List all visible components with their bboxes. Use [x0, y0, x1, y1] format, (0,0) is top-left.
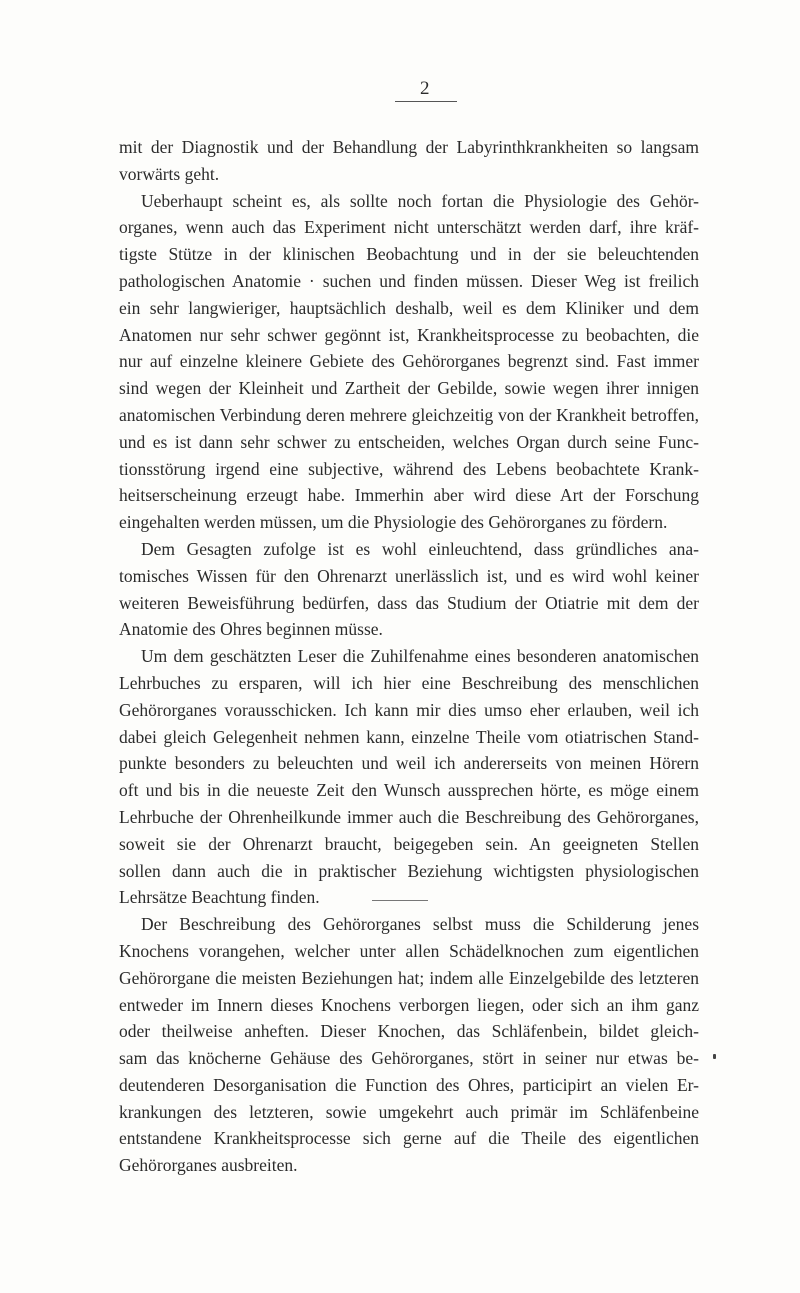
text-line: tigste Stütze in der klinischen Beobachtung und in der sie beleuchtenden [119, 244, 699, 265]
text-line: anatomischen Verbindung deren mehrere gleichzeitig von der Krankheit betroffen, [119, 404, 699, 425]
text-line: deutenderen Desorganisation die Function des Ohres, participirt an vielen Er- [119, 1074, 699, 1095]
text-line: Lehrbuches zu ersparen, will ich hier eine Beschreibung des menschlichen [119, 672, 699, 693]
text-line: entweder im Innern dieses Knochens verborgen liegen, oder sich an ihm ganz [119, 994, 699, 1015]
text-line: krankungen des letzteren, sowie umgekehrt auch primär im Schläfenbeine [119, 1101, 699, 1122]
text-line: oft und bis in die neueste Zeit den Wunsch aussprechen hörte, es möge einem [119, 780, 699, 801]
text-line: soweit sie der Ohrenarzt braucht, beigegeben sein. An geeigneten Stellen [119, 833, 699, 854]
text-line: tionsstörung irgend eine subjective, während des Lebens beobachtete Krank- [119, 458, 699, 479]
text-line: Gehörorgane die meisten Beziehungen hat; indem alle Einzelgebilde des letzteren [119, 967, 699, 988]
text-line: heitserscheinung erzeugt habe. Immerhin aber wird diese Art der Forschung [119, 485, 699, 506]
text-line: Anatomen nur sehr schwer gegönnt ist, Krankheitsprocesse zu beobachten, die [119, 324, 699, 345]
text-line: dabei gleich Gelegenheit nehmen kann, einzelne Theile vom otiatrischen Stand- [119, 726, 699, 747]
text-line: Gehörorganes vorausschicken. Ich kann mir dies umso eher erlauben, weil ich [119, 699, 699, 720]
print-speck [713, 1054, 716, 1059]
text-line: oder theilweise anheften. Dieser Knochen, das Schläfenbein, bildet gleich- [119, 1021, 699, 1042]
end-rule [372, 900, 428, 901]
text-line: sind wegen der Kleinheit und Zartheit der Gebilde, sowie wegen ihrer innigen [119, 378, 699, 399]
text-line: Um dem geschätzten Leser die Zuhilfenahme eines besonderen anatomischen [141, 646, 699, 667]
text-line: nur auf einzelne kleinere Gebiete des Gehörorganes begrenzt sind. Fast immer [119, 351, 699, 372]
text-line: ein sehr langwieriger, hauptsächlich deshalb, weil es dem Kliniker und dem [119, 297, 699, 318]
page-number-rule [395, 101, 457, 102]
text-line: Anatomie des Ohres beginnen müsse. [119, 619, 383, 640]
text-line: tomisches Wissen für den Ohrenarzt unerlässlich ist, und es wird wohl keiner [119, 565, 699, 586]
text-line: Dem Gesagten zufolge ist es wohl einleuchtend, dass gründliches ana- [141, 538, 699, 559]
text-line: sam das knöcherne Gehäuse des Gehörorganes, stört in seiner nur etwas be- [119, 1048, 699, 1069]
text-line: weiteren Beweisführung bedürfen, dass das Studium der Otiatrie mit dem der [119, 592, 699, 613]
text-line: Lehrsätze Beachtung finden. [119, 887, 320, 908]
text-line: organes, wenn auch das Experiment nicht unterschätzt werden darf, ihre kräf- [119, 217, 699, 238]
text-line: mit der Diagnostik und der Behandlung der Labyrinthkrankheiten so langsam [119, 137, 699, 157]
text-line: Knochens vorangehen, welcher unter allen Schädelknochen zum eigentlichen [119, 940, 699, 961]
text-line: eingehalten werden müssen, um die Physiologie des Gehörorganes zu fördern. [119, 512, 668, 533]
text-line: Gehörorganes ausbreiten. [119, 1155, 298, 1176]
text-line: pathologischen Anatomie · suchen und finden müssen. Dieser Weg ist freilich [119, 270, 699, 291]
text-line: und es ist dann sehr schwer zu entscheiden, welches Organ durch seine Func- [119, 431, 699, 452]
text-line: sollen dann auch die in praktischer Beziehung wichtigsten physiologischen [119, 860, 699, 881]
page-number: 2 [420, 78, 430, 99]
text-line: Lehrbuche der Ohrenheilkunde immer auch die Beschreibung des Gehörorganes, [119, 806, 699, 827]
text-line: vorwärts geht. [119, 163, 220, 184]
text-line: punkte besonders zu beleuchten und weil ich andererseits von meinen Hörern [119, 753, 699, 774]
text-line: Ueberhaupt scheint es, als sollte noch fortan die Physiologie des Gehör- [141, 190, 699, 211]
text-line: Der Beschreibung des Gehörorganes selbst muss die Schilderung jenes [141, 914, 699, 935]
text-line: entstandene Krankheitsprocesse sich gerne auf die Theile des eigentlichen [119, 1128, 699, 1149]
body-text [119, 134, 699, 1179]
